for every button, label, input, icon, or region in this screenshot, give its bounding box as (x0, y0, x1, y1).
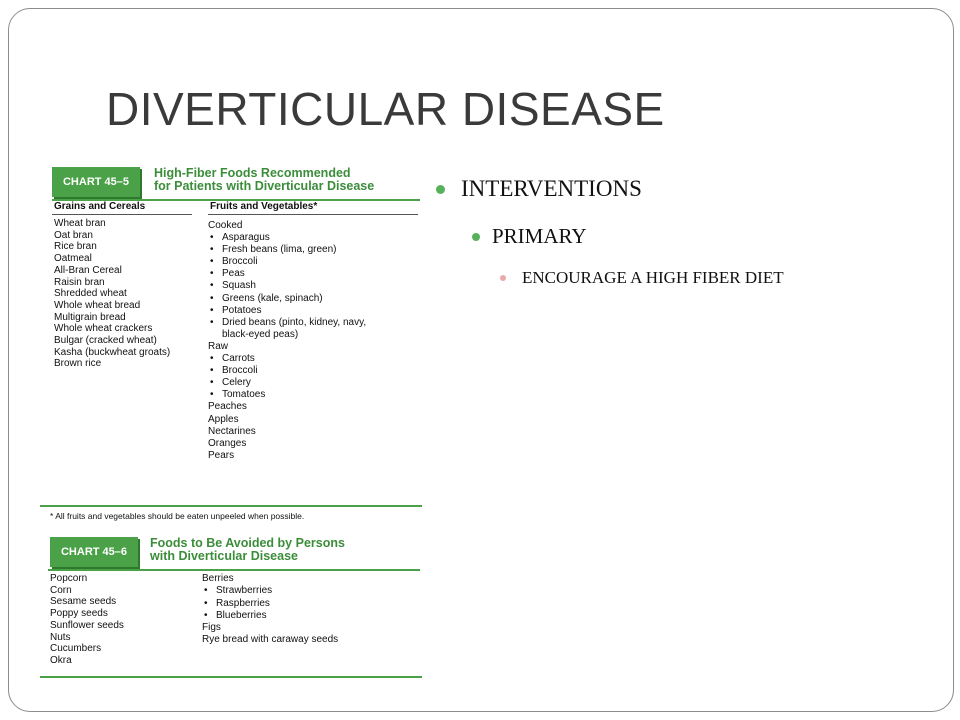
list-item: All-Bran Cereal (54, 264, 122, 276)
list-item: • Tomatoes (208, 389, 366, 401)
list-item: Poppy seeds (50, 608, 108, 620)
list-item: Pears (208, 449, 235, 461)
bullet-text: PRIMARY (492, 224, 587, 248)
list-item: Figs (202, 622, 221, 634)
chart-heading-line: High-Fiber Foods Recommended (154, 166, 351, 180)
list-item: • Potatoes (208, 305, 366, 317)
list-item: • Greens (kale, spinach) (208, 293, 366, 305)
chart-divider (48, 569, 420, 571)
chart-heading-line: with Diverticular Disease (150, 549, 298, 563)
bullet-level-3 (500, 268, 784, 288)
fruits-vegetables-list (208, 220, 366, 462)
bullet-dot-icon (500, 275, 506, 281)
bullet-text: INTERVENTIONS (461, 176, 642, 201)
chart-heading (150, 537, 410, 563)
list-item: • Fresh beans (lima, green) (208, 244, 366, 256)
list-item: • Carrots (208, 353, 366, 365)
list-item: Apples (208, 413, 239, 425)
chart-divider (40, 505, 422, 507)
slide-title: DIVERTICULAR DISEASE (106, 83, 665, 135)
list-item: • Squash (208, 280, 366, 292)
list-item: Wheat bran (54, 218, 106, 229)
avoid-foods-list (50, 573, 124, 667)
list-item: black-eyed peas) (222, 328, 299, 340)
list-item: Multigrain bread (54, 311, 126, 323)
chart-45-6-figure (40, 533, 422, 681)
list-item: Corn (50, 584, 72, 596)
list-item: Cooked (208, 220, 243, 231)
list-item: Oranges (208, 437, 247, 449)
list-item: Raw (208, 340, 229, 352)
chart-divider (40, 676, 422, 678)
list-item: Brown rice (54, 358, 102, 370)
grains-list (54, 218, 170, 370)
column-header-fruits-vegetables: Fruits and Vegetables* (210, 201, 318, 212)
list-item: Sesame seeds (50, 596, 117, 608)
bullet-level-2 (472, 224, 587, 249)
list-item: • Raspberries (202, 598, 338, 610)
list-item: Sunflower seeds (50, 619, 124, 631)
list-item: • Asparagus (208, 232, 366, 244)
list-item: Okra (50, 654, 72, 666)
list-item: Whole wheat crackers (54, 323, 153, 335)
list-item: • Broccoli (208, 256, 366, 268)
bullet-text: ENCOURAGE A HIGH FIBER DIET (522, 268, 784, 287)
list-item: • Blueberries (202, 610, 338, 622)
bullet-dot-icon (436, 185, 445, 194)
column-header-grains: Grains and Cereals (54, 201, 146, 212)
list-item: Peaches (208, 401, 247, 413)
list-item: Nuts (50, 631, 71, 643)
list-item: Oat bran (54, 229, 93, 241)
column-underline (208, 214, 418, 215)
bullet-level-1 (436, 176, 642, 202)
chart-badge: CHART 45–5 (52, 167, 140, 197)
list-item: Rye bread with caraway seeds (202, 634, 339, 646)
list-item: Kasha (buckwheat groats) (54, 346, 171, 358)
list-item: • Celery (208, 377, 366, 389)
bullet-dot-icon (472, 233, 480, 241)
list-item: • Peas (208, 268, 366, 280)
chart-heading-line: for Patients with Diverticular Disease (154, 179, 375, 193)
list-item: Bulgar (cracked wheat) (54, 335, 157, 347)
list-item: • Strawberries (202, 585, 338, 597)
list-item: Popcorn (50, 573, 88, 584)
chart-heading-line: Foods to Be Avoided by Persons (150, 536, 345, 550)
chart-heading (154, 167, 414, 193)
chart-45-5-figure (40, 163, 422, 523)
list-item: • Broccoli (208, 365, 366, 377)
chart-badge: CHART 45–6 (50, 537, 138, 567)
list-item: Berries (202, 573, 234, 584)
avoid-berries-list (202, 573, 338, 647)
list-item: • Dried beans (pinto, kidney, navy, (208, 317, 366, 329)
list-item: Shredded wheat (54, 288, 127, 300)
list-item: Oatmeal (54, 253, 92, 265)
list-item: Nectarines (208, 425, 256, 437)
column-underline (52, 214, 192, 215)
list-item: Raisin bran (54, 276, 105, 288)
list-item: Whole wheat bread (54, 299, 141, 311)
list-item: Rice bran (54, 241, 97, 253)
list-item: Cucumbers (50, 643, 102, 655)
chart-footnote: * All fruits and vegetables should be eaten unpeeled when possible. (50, 511, 305, 521)
